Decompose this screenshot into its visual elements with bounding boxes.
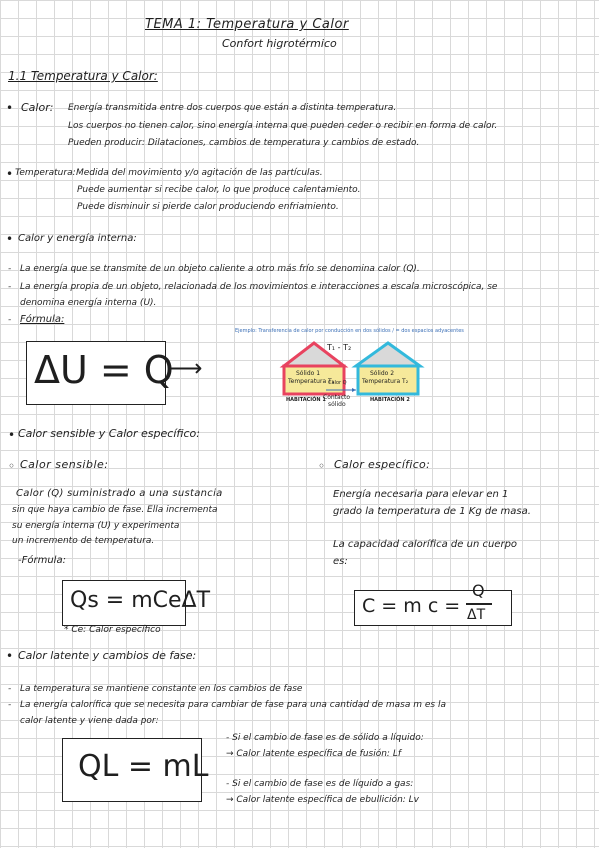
- calor-especifico-line-1: Energía necesaria para elevar en 1: [333, 489, 509, 500]
- calor-latente-line-3: calor latente y viene dada por:: [20, 716, 159, 726]
- calor-sensible-heading: Calor sensible:: [20, 458, 109, 471]
- temperatura-label: Temperatura:: [15, 168, 76, 178]
- sensible-especifico-heading: Calor sensible y Calor específico:: [18, 427, 200, 440]
- calor-latente-line-1: La temperatura se mantiene constante en los cambios de fase: [20, 684, 303, 694]
- solid-2-label: Sólido 2: [370, 370, 395, 377]
- page-title: TEMA 1: Temperatura y Calor: [145, 17, 349, 32]
- heat-label: Calor Q: [328, 380, 347, 386]
- fraction-bar: [466, 603, 492, 605]
- calor-especifico-heading: Calor específico:: [334, 458, 431, 471]
- bullet-dot: •: [6, 232, 14, 246]
- calor-especifico-line-2: grado la temperatura de 1 Kg de masa.: [333, 506, 531, 517]
- dash-4: -: [8, 684, 12, 694]
- contact-label-1: Contacto: [323, 394, 351, 401]
- bullet-dot: •: [6, 101, 14, 115]
- page-subtitle: Confort higrotérmico: [222, 37, 337, 50]
- bullet-dot: •: [6, 167, 14, 181]
- formula-label: Fórmula:: [20, 314, 65, 325]
- temperatura-line-2: Puede aumentar si recibe calor, lo que produce calentamiento.: [77, 185, 361, 195]
- calor-line-3: Pueden producir: Dilataciones, cambios de temperatura y cambios de estado.: [68, 138, 420, 148]
- ql-formula: QL = mL: [78, 749, 209, 784]
- solid-1-temp: Temperatura T₁: [288, 378, 335, 385]
- bullet-dot: •: [8, 428, 16, 442]
- calor-label: Calor:: [21, 101, 54, 114]
- solid-2-temp: Temperatura T₂: [362, 378, 409, 385]
- arrow-icon: ⟶: [168, 354, 203, 382]
- calor-sensible-formula-label: -Fórmula:: [18, 555, 66, 566]
- latente-note-1: - Si el cambio de fase es de sólido a líquido:: [226, 733, 424, 743]
- c-formula: C = m c =: [362, 595, 461, 617]
- room-2-label: HABITACIÓN 2: [370, 397, 410, 403]
- calor-energia-line-3: denomina energía interna (U).: [20, 298, 157, 308]
- room-1-label: HABITACIÓN 1: [286, 397, 326, 403]
- roof-1-icon: [284, 343, 344, 366]
- latente-note-2: → Calor latente específica de fusión: Lf: [226, 749, 402, 759]
- calor-line-1: Energía transmitida entre dos cuerpos que están a distinta temperatura.: [68, 103, 397, 113]
- capacidad-line-1: La capacidad calorífica de un cuerpo: [333, 539, 518, 550]
- bullet-dot: ◦: [318, 459, 326, 473]
- diagram-caption: Ejemplo: Transferencia de calor por conducción en dos sólidos / = dos espacios adyacentes: [235, 328, 464, 334]
- calor-sensible-line-4: un incremento de temperatura.: [12, 536, 155, 546]
- formula-delta-u: ΔU = Q: [34, 348, 174, 392]
- calor-sensible-line-2: sin que haya cambio de fase. Ella incrementa: [12, 505, 218, 515]
- calor-latente-line-2: La energía calorífica que se necesita para cambiar de fase para una cantidad de masa m es la: [20, 700, 446, 710]
- dash-5: -: [8, 700, 12, 710]
- calor-line-2: Los cuerpos no tienen calor, sino energía interna que pueden ceder o recibir en forma de calor.: [68, 121, 498, 131]
- latente-note-3: - Si el cambio de fase es de líquido a gas:: [226, 779, 414, 789]
- roof-2-icon: [356, 343, 420, 366]
- calor-sensible-line-3: su energía interna (U) y experimenta: [12, 521, 180, 531]
- solid-1-label: Sólido 1: [296, 370, 321, 377]
- calor-latente-heading: Calor latente y cambios de fase:: [18, 649, 197, 662]
- calor-energia-heading: Calor y energía interna:: [18, 233, 137, 244]
- diagram-delta: T₁ - T₂: [327, 343, 352, 352]
- temperatura-line-3: Puede disminuir si pierde calor produciendo enfriamiento.: [77, 202, 339, 212]
- dash-3: -: [8, 315, 12, 325]
- latente-note-4: → Calor latente específica de ebullición: Lv: [226, 795, 420, 805]
- ce-note: * Ce: Calor específico: [64, 625, 161, 635]
- bullet-dot: •: [6, 649, 14, 663]
- c-formula-denominator: ΔT: [467, 607, 486, 623]
- capacidad-line-2: es:: [333, 556, 348, 567]
- qs-formula: Qs = mCeΔT: [70, 588, 211, 613]
- calor-energia-line-2: La energía propia de un objeto, relacionada de los movimientos e interacciones a escala microscópica, se: [20, 282, 498, 292]
- calor-energia-line-1: La energía que se transmite de un objeto caliente a otro más frío se denomina calor (Q).: [20, 264, 420, 274]
- contact-label-2: sólido: [328, 401, 346, 408]
- c-formula-numerator: Q: [472, 581, 485, 600]
- temperatura-line-1: Medida del movimiento y/o agitación de las partículas.: [76, 168, 323, 178]
- calor-sensible-line-1: Calor (Q) suministrado a una sustancia: [16, 488, 223, 499]
- bullet-dot: ◦: [8, 459, 16, 473]
- dash-2: -: [8, 282, 12, 292]
- section-heading: 1.1 Temperatura y Calor:: [8, 69, 158, 83]
- dash-1: -: [8, 264, 12, 274]
